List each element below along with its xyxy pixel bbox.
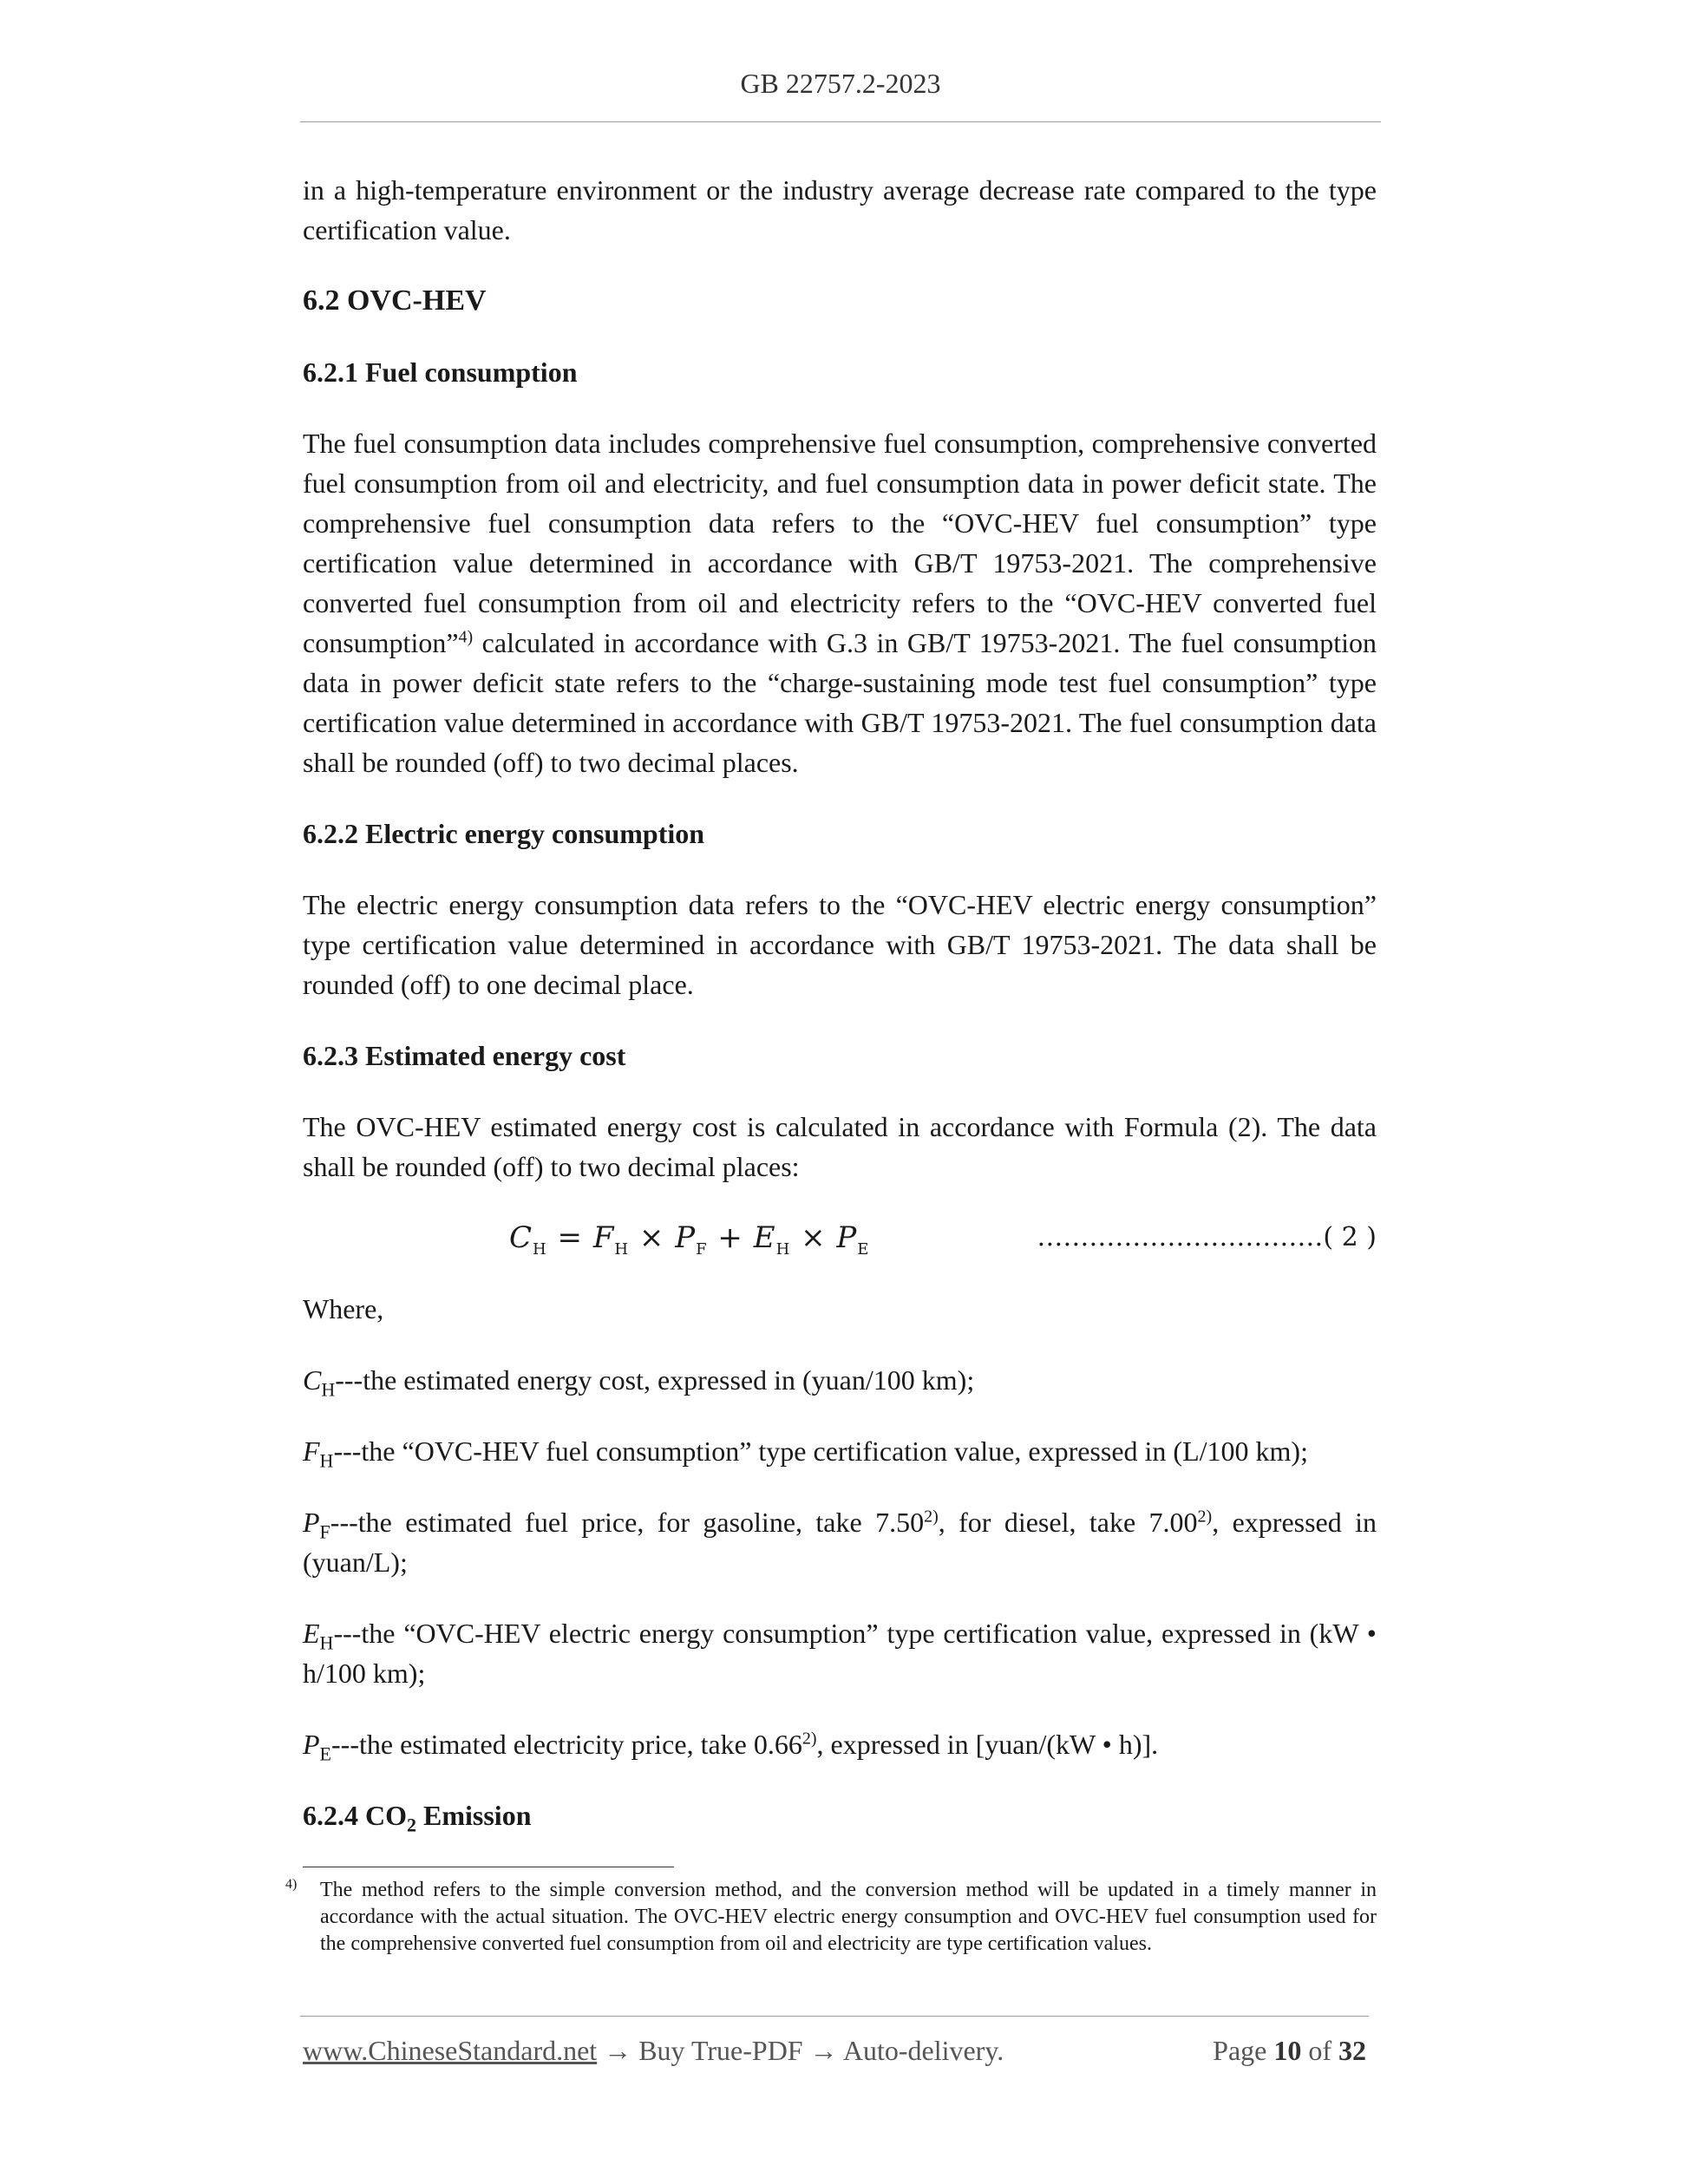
total-pages: 32 <box>1338 2035 1366 2066</box>
formula-number: ……………………………( 2 ) <box>1037 1222 1377 1252</box>
fuel-text-part-b: calculated in accordance with G.3 in GB/T 19753-2021. The fuel consumption data in power deficit state refers to the “charge-sustaining mode test fuel consumption” type certification value determined in accordance with GB/T 19753-2021. The fuel consumption data shall be rounded (off) to two decimal places. <box>303 627 1377 778</box>
footnote-ref-4[interactable]: 4) <box>458 627 474 647</box>
footnote-text: The method refers to the simple conversion method, and the conversion method will be updated in a timely manner in accordance with the actual situation. The OVC-HEV electric energy consumption and OVC-HEV fuel consumption used for the comprehensive converted fuel consumption from oil and electricity are type certification values. <box>320 1879 1377 1955</box>
header-divider <box>300 121 1381 122</box>
footnote-mark: 4) <box>285 1877 298 1892</box>
definition-fh: $F_H--$-the “OVC-HEV fuel consumption” type certification value, expressed in (L/100 km); <box>303 1435 1308 1472</box>
definition-ch: $C_H--$-the estimated energy cost, expressed in (yuan/100 km); <box>303 1364 975 1401</box>
section-heading-6-2-4: 6.2.4 $CO_2$ Emission <box>303 1800 532 1836</box>
formula-2 <box>303 1218 1377 1258</box>
where-label: Where, <box>303 1293 384 1324</box>
current-page: 10 <box>1273 2035 1302 2066</box>
formula-expression: $C_H = F_H \times P_F + E_H \times P_E$ <box>509 1220 870 1259</box>
footnote-ref-2: 2) <box>1197 1507 1213 1527</box>
page-number: Page 10 of 32 <box>1213 2035 1366 2066</box>
definition-eh: $E_H--$-the “OVC-HEV electric energy consumption” type certification value, expressed in (kW • h/100 km); <box>303 1618 1377 1689</box>
running-header: GB 22757.2-2023 <box>740 68 941 99</box>
section-heading-6-2-3: 6.2.3 Estimated energy cost <box>303 1040 626 1071</box>
site-link[interactable]: www.ChineseStandard.net <box>303 2035 598 2066</box>
footer-divider <box>300 2016 1369 2017</box>
running-footer <box>303 2035 1366 2067</box>
document-body <box>303 170 1377 1867</box>
footnote-4 <box>285 1877 1377 1958</box>
energy-cost-paragraph: The OVC-HEV estimated energy cost is calculated in accordance with Formula (2). The data shall be rounded (off) to two decimal places: <box>303 1111 1377 1182</box>
footnote-ref-2: 2) <box>924 1507 939 1527</box>
definition-pf: $P_F--$-the estimated fuel price, for gasoline, take 7.50$^{2)}$, for diesel, take 7.00$^{2)}$, expressed in (yuan/L); <box>303 1507 1377 1578</box>
section-heading-6-2: 6.2 OVC-HEV <box>303 284 487 317</box>
fuel-text-part-a: The fuel consumption data includes comprehensive fuel consumption, comprehensive converted fuel consumption from oil and electricity, and fuel consumption data in power deficit state. The comprehensive fuel consumption data refers to the “OVC-HEV fuel consumption” type certification value determined in accordance with GB/T 19753-2021. The comprehensive converted fuel consumption from oil and electricity refers to the “OVC-HEV converted fuel consumption” <box>303 428 1377 658</box>
fuel-consumption-paragraph <box>303 423 1377 782</box>
footnote-ref-2: 2) <box>801 1729 817 1749</box>
intro-paragraph: in a high-temperature environment or the industry average decrease rate compared to the type certification value. <box>303 174 1377 245</box>
electric-consumption-paragraph: The electric energy consumption data refers to the “OVC-HEV electric energy consumption” type certification value determined in accordance with GB/T 19753-2021. The data shall be rounded (off) to one decimal place. <box>303 889 1377 1000</box>
definition-pe: $P_E--$-the estimated electricity price, take 0.66$^{2)}$, expressed in [yuan/(kW • h)]. <box>303 1729 1159 1765</box>
footer-tagline: → Buy True-PDF → Auto-delivery. <box>597 2035 1004 2066</box>
section-heading-6-2-1: 6.2.1 Fuel consumption <box>303 356 578 388</box>
section-heading-6-2-2: 6.2.2 Electric energy consumption <box>303 818 705 849</box>
